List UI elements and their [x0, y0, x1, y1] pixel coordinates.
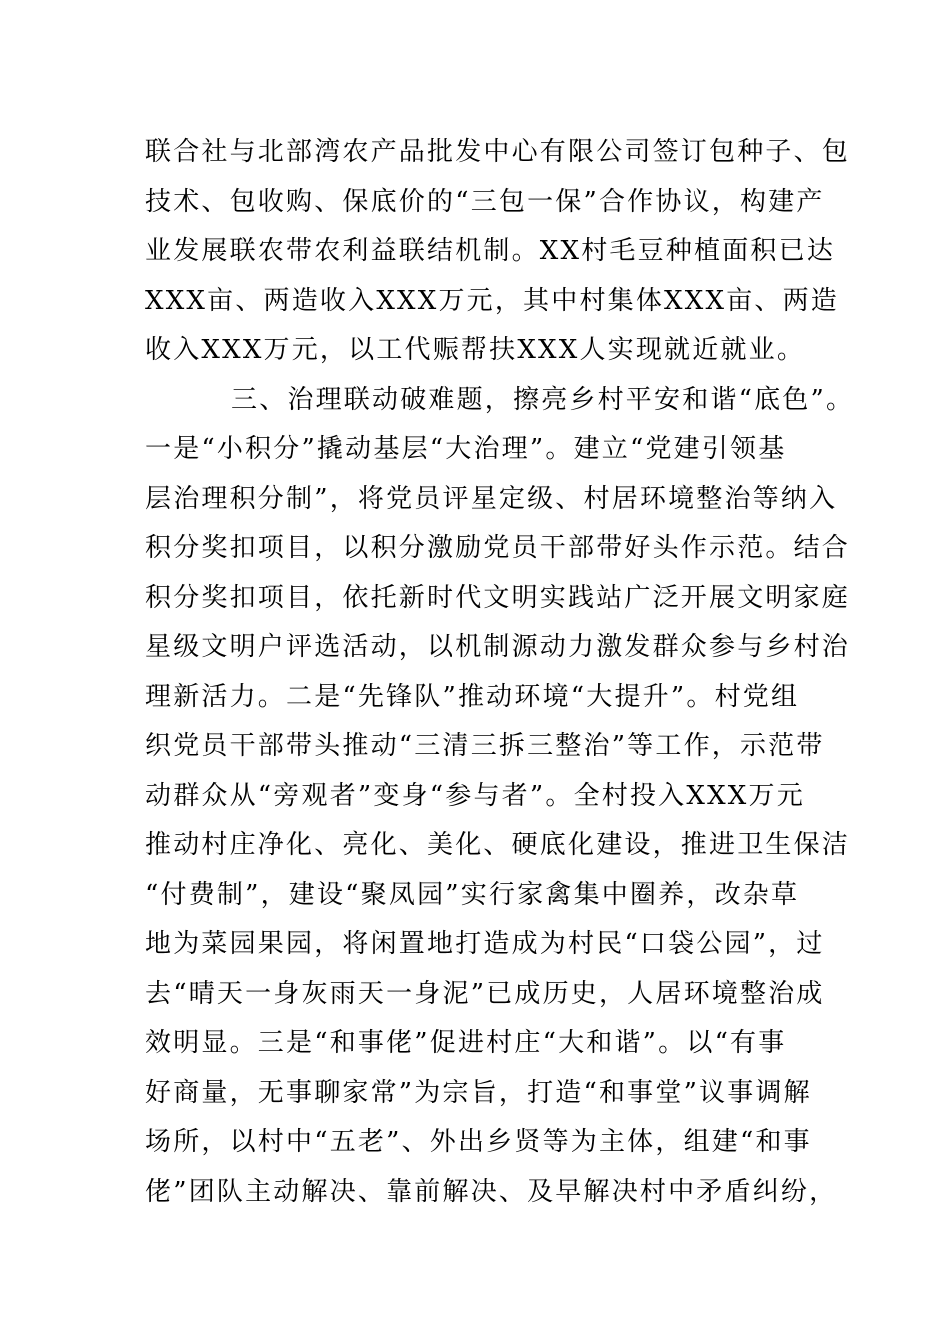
text-line: 收入XXX万元，以工代赈帮扶XXX人实现就近就业。 — [145, 335, 806, 365]
text-line: 积分奖扣项目，依托新时代文明实践站广泛开展文明家庭 — [145, 582, 851, 613]
text-line: 积分奖扣项目，以积分激励党员干部带好头作示范。结合 — [145, 533, 851, 563]
text-line: 技术、包收购、保底价的“三包一保”合作协议，构建产 — [145, 186, 825, 217]
section-heading-line: 三、治理联动破难题，擦亮乡村平安和谐“底色”。 — [231, 384, 855, 415]
text-line: “付费制”，建设“聚凤园”实行家禽集中圈养，改杂草 — [145, 879, 800, 910]
text-line: 推动村庄净化、亮化、美化、硬底化建设，推进卫生保洁 — [145, 830, 851, 860]
text-line: 层治理积分制”，将党员评星定级、村居环境整治等纳入 — [145, 483, 838, 514]
text-line: 理新活力。二是“先锋队”推动环境“大提升”。村党组 — [145, 681, 800, 712]
text-line: 联合社与北部湾农产品批发中心有限公司签订包种子、包 — [145, 137, 851, 167]
text-line: 场所，以村中“五老”、外出乡贤等为主体，组建“和事 — [145, 1127, 812, 1157]
text-line: XXX亩、两造收入XXX万元，其中村集体XXX亩、两造 — [145, 285, 839, 316]
text-line: 动群众从“旁观者”变身“参与者”。全村投入XXX万元 — [145, 780, 805, 811]
text-line: 好商量，无事聊家常”为宗旨，打造“和事堂”议事调解 — [145, 1077, 812, 1108]
body-text — [145, 128, 855, 1217]
text-line: 佬”团队主动解决、靠前解决、及早解决村中矛盾纠纷， — [145, 1176, 838, 1207]
text-line: 业发展联农带农利益联结机制。XX村毛豆种植面积已达 — [145, 236, 836, 266]
text-line: 星级文明户评选活动，以机制源动力激发群众参与乡村治 — [145, 632, 851, 662]
text-line: 一是“小积分”撬动基层“大治理”。建立“党建引领基 — [145, 434, 787, 464]
text-line: 地为菜园果园，将闲置地打造成为村民“口袋公园”，过 — [145, 929, 825, 959]
text-line: 织党员干部带头推动“三清三拆三整治”等工作，示范带 — [145, 731, 825, 761]
text-line: 效明显。三是“和事佬”促进村庄“大和谐”。以“有事 — [145, 1028, 787, 1058]
text-line: 去“晴天一身灰雨天一身泥”已成历史，人居环境整治成 — [145, 978, 825, 1009]
